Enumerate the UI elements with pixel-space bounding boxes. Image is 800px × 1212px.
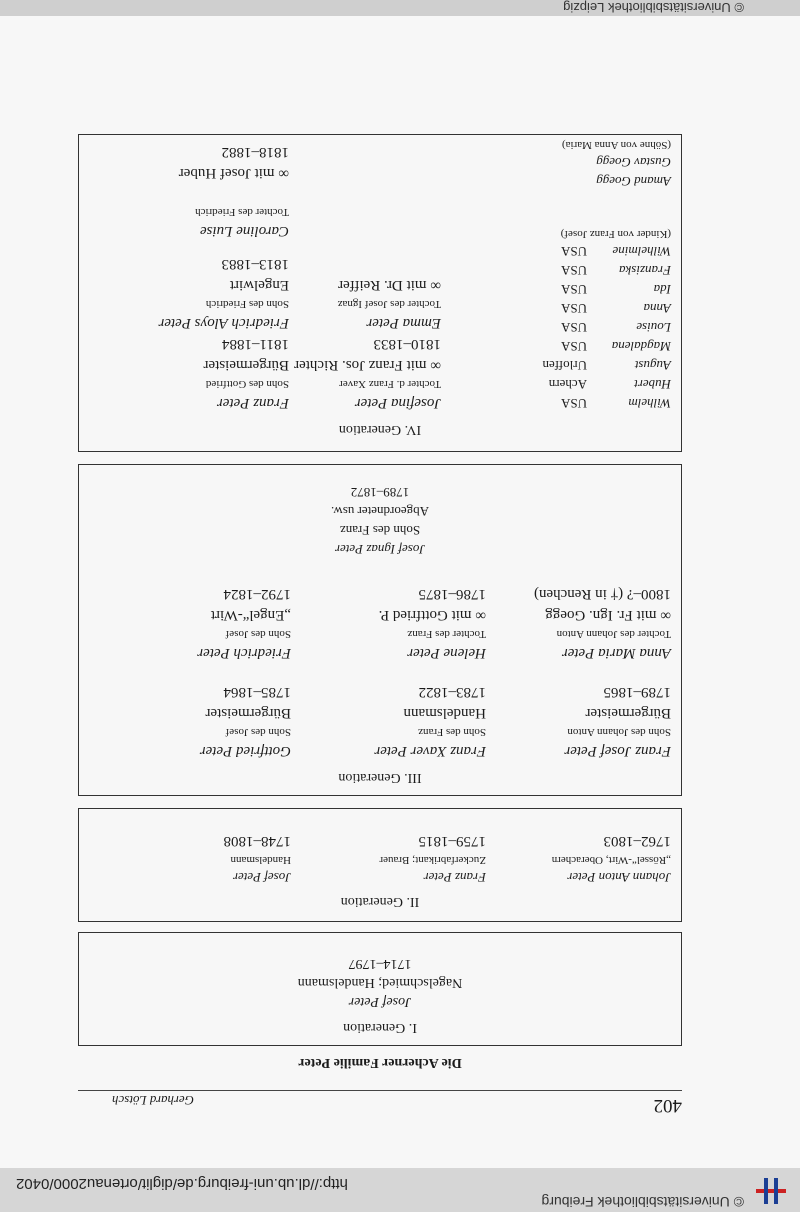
child-place: USA xyxy=(560,244,587,259)
person-name: Johann Anton Peter xyxy=(567,870,671,885)
person-name: Friedrich Aloys Peter xyxy=(158,315,289,331)
son-name: Amand Goegg xyxy=(596,174,671,189)
person-role: Abgeordneter usw. xyxy=(330,504,430,519)
person-parent: Tochter d. Franz Xaver xyxy=(339,378,441,390)
person-years: 1811–1884 xyxy=(222,336,289,352)
person-years: 1813–1883 xyxy=(221,256,289,272)
person-role: Bürgermeister xyxy=(585,705,671,721)
person-parent: Sohn des Josef xyxy=(225,628,291,640)
person-name: Franz Peter xyxy=(216,395,289,411)
person-marriage: ∞ mit Fr. Ign. Goegg xyxy=(545,607,671,623)
gen4-middle-column xyxy=(294,274,441,413)
gen3-person-a1 xyxy=(197,583,291,761)
person-marriage: ∞ mit Dr. Reiffer xyxy=(338,277,441,293)
person-role: Bürgermeister xyxy=(203,357,289,373)
person-years: 1789–1865 xyxy=(603,684,671,700)
generation-1-box xyxy=(78,932,682,1046)
gen2-person-3 xyxy=(224,830,292,887)
person-parent: Sohn des Friedrich xyxy=(205,298,289,310)
person-years: 1800–? († in Renchen) xyxy=(533,586,671,602)
child-name: Wilhelm xyxy=(628,396,671,411)
generation-2-box xyxy=(78,808,682,922)
child-name: August xyxy=(634,358,671,373)
person-parent: Tochter des Josef Ignaz xyxy=(337,298,441,310)
university-logo-icon xyxy=(756,1176,786,1206)
person-name: Franz Peter xyxy=(423,870,486,885)
person-parent: Sohn des Franz xyxy=(339,523,421,538)
person-parent: Sohn des Josef xyxy=(225,726,291,738)
person-years: 1810–1833 xyxy=(373,336,441,352)
person-years: 1748–1808 xyxy=(223,833,291,849)
child-place: USA xyxy=(560,263,587,278)
person-parent: Tochter des Johann Anton xyxy=(556,628,671,640)
person-occupation: Nagelschmied; Handelsmann xyxy=(297,975,463,990)
child-place: USA xyxy=(560,339,587,354)
generation-3-box xyxy=(78,464,682,796)
children-note: (Kinder von Franz Josef) xyxy=(560,228,671,240)
person-name: Josef Ignaz Peter xyxy=(334,542,426,557)
person-years: 1785–1864 xyxy=(223,684,291,700)
person-name: Josefina Peter xyxy=(354,395,441,411)
person-role: „Rössel“-Wirt, Oberachern xyxy=(551,854,671,866)
person-parent: Tochter des Friedrich xyxy=(195,206,289,218)
son-name: Gustav Goegg xyxy=(596,155,671,170)
author-name: Gerhard Lötsch xyxy=(112,1093,194,1108)
copyright-text: © Universitätsbibliothek Freiburg xyxy=(541,1194,744,1210)
child-place: USA xyxy=(560,320,587,335)
page-heading: Die Acherner Familie Peter xyxy=(298,1055,462,1070)
generation-4-box xyxy=(78,134,682,452)
person-role: Engelwirt xyxy=(229,277,289,293)
header-rule xyxy=(78,1090,682,1091)
child-name: Anna xyxy=(643,301,671,316)
sons-note: (Söhne von Anna Maria) xyxy=(561,139,671,151)
person-role: Handelsmann xyxy=(403,705,486,721)
footer-bar xyxy=(0,0,800,16)
child-name: Franziska xyxy=(619,263,671,278)
child-place: USA xyxy=(560,282,587,297)
person-marriage: ∞ mit Franz Jos. Richter xyxy=(294,357,441,373)
footer-copyright-text: © Universitätsbibliothek Leipzig xyxy=(563,0,744,15)
gen3-person-c xyxy=(79,483,681,559)
header-bar xyxy=(0,1168,800,1212)
children-list-1 xyxy=(527,242,671,413)
person-years: 1762–1803 xyxy=(603,833,671,849)
person-marriage: ∞ mit Gottfried P. xyxy=(378,607,486,623)
person-years: 1789–1872 xyxy=(350,485,410,500)
person-name: Franz Josef Peter xyxy=(564,743,671,759)
child-place: USA xyxy=(560,301,587,316)
person-parent: Sohn des Johann Anton xyxy=(567,726,671,738)
source-url-link[interactable]: http://dl.ub.uni-freiburg.de/diglit/ortenau2000/0402 xyxy=(16,1175,348,1192)
gen2-person-1 xyxy=(552,830,671,887)
generation-2-title: II. Generation xyxy=(340,894,420,909)
child-place: Urloffen xyxy=(542,358,587,373)
person-role: „Engel“-Wirt xyxy=(210,607,291,623)
child-place: USA xyxy=(560,396,587,411)
person-name: Friedrich Peter xyxy=(197,645,291,661)
child-name: Hubert xyxy=(634,377,671,392)
person-role: Zuckerfabrikant; Brauer xyxy=(379,854,486,866)
person-parent: Sohn des Gottfried xyxy=(205,378,289,390)
person-name: Emma Peter xyxy=(366,315,441,331)
person-name: Gottfried Peter xyxy=(199,743,291,759)
child-name: Ida xyxy=(653,282,671,297)
person-marriage: ∞ mit Josef Huber xyxy=(178,165,289,181)
person-name: Caroline Luise xyxy=(199,223,289,239)
child-place: Achern xyxy=(548,377,587,392)
gen3-person-a2 xyxy=(374,583,486,761)
person-years: 1792–1824 xyxy=(223,586,291,602)
gen3-person-a3 xyxy=(534,583,671,761)
person-years: 1759–1815 xyxy=(418,833,486,849)
child-name: Louise xyxy=(636,320,671,335)
generation-3-title: III. Generation xyxy=(338,770,422,785)
child-name: Magdalena xyxy=(611,339,671,354)
person-role: Handelsmann xyxy=(230,854,291,866)
generation-1-person xyxy=(79,954,681,1011)
person-years: 1818–1882 xyxy=(221,144,289,160)
generation-1-title: I. Generation xyxy=(343,1020,417,1035)
page-number: 402 xyxy=(653,1095,682,1116)
person-role: Bürgermeister xyxy=(205,705,291,721)
person-parent: Tochter des Franz xyxy=(407,628,486,640)
person-years: 1714–1797 xyxy=(348,956,412,971)
gen2-person-2 xyxy=(379,830,486,887)
child-name: Wilhelmine xyxy=(612,244,671,259)
person-name: Helene Peter xyxy=(407,645,486,661)
person-name: Anna Maria Peter xyxy=(561,645,671,661)
generation-4-title: IV. Generation xyxy=(338,422,422,437)
gen4-right-column xyxy=(158,141,289,413)
person-years: 1786–1875 xyxy=(418,586,486,602)
gen4-left-column xyxy=(527,136,671,413)
person-years: 1783–1822 xyxy=(418,684,486,700)
person-parent: Sohn des Franz xyxy=(418,726,486,738)
person-name: Franz Xaver Peter xyxy=(374,743,486,759)
person-name: Josef Peter xyxy=(348,994,412,1009)
person-name: Josef Peter xyxy=(232,870,291,885)
